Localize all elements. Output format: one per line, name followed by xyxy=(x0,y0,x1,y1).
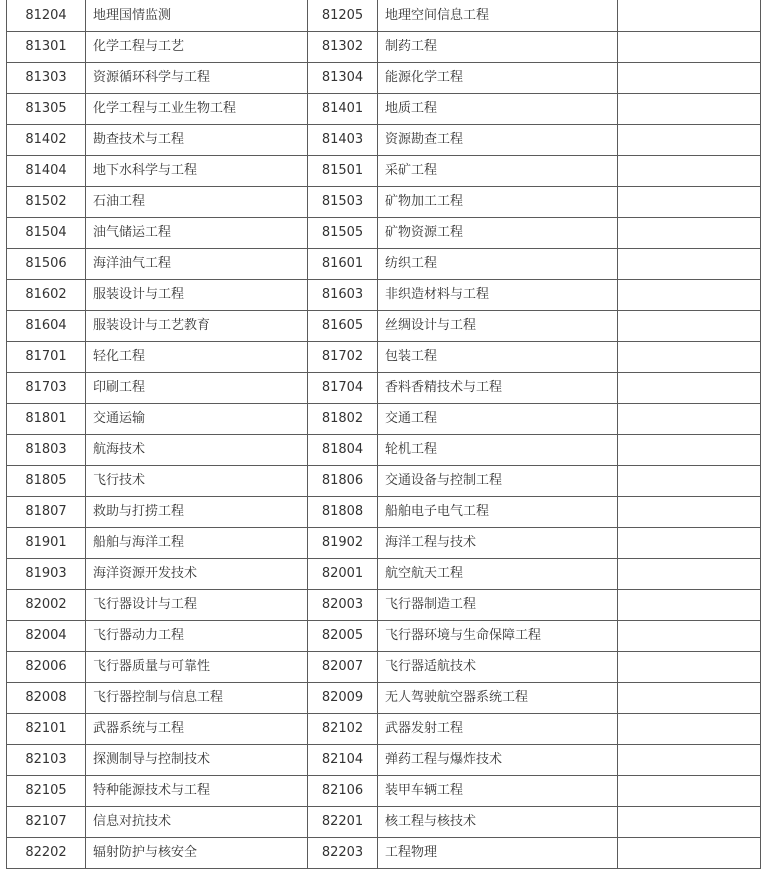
major-name-cell: 船舶与海洋工程 xyxy=(86,528,308,559)
major-code-cell: 81506 xyxy=(7,249,86,280)
table-row xyxy=(7,156,761,187)
major-code-cell: 82008 xyxy=(7,683,86,714)
major-name-cell: 轻化工程 xyxy=(86,342,308,373)
major-name-cell: 交通设备与控制工程 xyxy=(378,466,618,497)
major-name-cell: 海洋油气工程 xyxy=(86,249,308,280)
table-row xyxy=(7,559,761,590)
empty-cell xyxy=(618,559,761,590)
major-code-cell: 81305 xyxy=(7,94,86,125)
table-row xyxy=(7,94,761,125)
major-code-cell: 82009 xyxy=(308,683,378,714)
major-name-cell: 矿物资源工程 xyxy=(378,218,618,249)
table-row xyxy=(7,342,761,373)
major-code-cell: 81903 xyxy=(7,559,86,590)
major-code-cell: 81204 xyxy=(7,0,86,32)
major-name-cell: 飞行器控制与信息工程 xyxy=(86,683,308,714)
major-name-cell: 包装工程 xyxy=(378,342,618,373)
empty-cell xyxy=(618,156,761,187)
major-name-cell: 交通工程 xyxy=(378,404,618,435)
major-name-cell: 飞行器质量与可靠性 xyxy=(86,652,308,683)
table-row xyxy=(7,435,761,466)
major-code-cell: 81502 xyxy=(7,187,86,218)
major-name-cell: 飞行器制造工程 xyxy=(378,590,618,621)
major-name-cell: 工程物理 xyxy=(378,838,618,869)
major-code-cell: 81901 xyxy=(7,528,86,559)
major-code-cell: 81601 xyxy=(308,249,378,280)
major-code-cell: 81902 xyxy=(308,528,378,559)
major-code-cell: 81801 xyxy=(7,404,86,435)
major-name-cell: 武器发射工程 xyxy=(378,714,618,745)
major-code-cell: 81806 xyxy=(308,466,378,497)
major-code-cell: 81808 xyxy=(308,497,378,528)
major-code-cell: 82003 xyxy=(308,590,378,621)
table-row xyxy=(7,776,761,807)
major-name-cell: 装甲车辆工程 xyxy=(378,776,618,807)
table-row xyxy=(7,32,761,63)
major-name-cell: 弹药工程与爆炸技术 xyxy=(378,745,618,776)
major-name-cell: 服装设计与工程 xyxy=(86,280,308,311)
major-name-cell: 特种能源技术与工程 xyxy=(86,776,308,807)
major-name-cell: 矿物加工工程 xyxy=(378,187,618,218)
major-name-cell: 探测制导与控制技术 xyxy=(86,745,308,776)
empty-cell xyxy=(618,311,761,342)
major-code-cell: 82005 xyxy=(308,621,378,652)
empty-cell xyxy=(618,125,761,156)
table-row xyxy=(7,745,761,776)
empty-cell xyxy=(618,373,761,404)
major-code-cell: 81602 xyxy=(7,280,86,311)
table-row xyxy=(7,311,761,342)
major-name-cell: 航空航天工程 xyxy=(378,559,618,590)
major-code-cell: 81503 xyxy=(308,187,378,218)
major-name-cell: 油气储运工程 xyxy=(86,218,308,249)
major-name-cell: 地理国情监测 xyxy=(86,0,308,32)
major-name-cell: 武器系统与工程 xyxy=(86,714,308,745)
major-name-cell: 地下水科学与工程 xyxy=(86,156,308,187)
major-code-cell: 81605 xyxy=(308,311,378,342)
empty-cell xyxy=(618,94,761,125)
empty-cell xyxy=(618,838,761,869)
empty-cell xyxy=(618,435,761,466)
empty-cell xyxy=(618,776,761,807)
major-code-cell: 81303 xyxy=(7,63,86,94)
major-code-cell: 82202 xyxy=(7,838,86,869)
major-code-table xyxy=(6,0,761,869)
major-name-cell: 地质工程 xyxy=(378,94,618,125)
major-name-cell: 化学工程与工业生物工程 xyxy=(86,94,308,125)
empty-cell xyxy=(618,0,761,32)
empty-cell xyxy=(618,280,761,311)
major-name-cell: 资源勘查工程 xyxy=(378,125,618,156)
major-code-cell: 81205 xyxy=(308,0,378,32)
major-name-cell: 交通运输 xyxy=(86,404,308,435)
major-code-cell: 81403 xyxy=(308,125,378,156)
table-row xyxy=(7,0,761,32)
empty-cell xyxy=(618,32,761,63)
table-row xyxy=(7,497,761,528)
major-code-cell: 81704 xyxy=(308,373,378,404)
table-row xyxy=(7,714,761,745)
empty-cell xyxy=(618,590,761,621)
major-name-cell: 飞行器环境与生命保障工程 xyxy=(378,621,618,652)
empty-cell xyxy=(618,404,761,435)
major-code-cell: 82102 xyxy=(308,714,378,745)
major-code-cell: 82106 xyxy=(308,776,378,807)
table-row xyxy=(7,590,761,621)
major-code-cell: 81804 xyxy=(308,435,378,466)
table-row xyxy=(7,838,761,869)
table-row xyxy=(7,683,761,714)
major-code-cell: 81304 xyxy=(308,63,378,94)
major-code-cell: 81604 xyxy=(7,311,86,342)
empty-cell xyxy=(618,528,761,559)
empty-cell xyxy=(618,342,761,373)
table-row xyxy=(7,652,761,683)
empty-cell xyxy=(618,683,761,714)
table-row xyxy=(7,404,761,435)
major-name-cell: 香料香精技术与工程 xyxy=(378,373,618,404)
major-code-cell: 82104 xyxy=(308,745,378,776)
empty-cell xyxy=(618,63,761,94)
major-code-cell: 81505 xyxy=(308,218,378,249)
major-name-cell: 服装设计与工艺教育 xyxy=(86,311,308,342)
major-code-cell: 81603 xyxy=(308,280,378,311)
major-code-cell: 81807 xyxy=(7,497,86,528)
empty-cell xyxy=(618,652,761,683)
major-name-cell: 飞行器动力工程 xyxy=(86,621,308,652)
major-code-cell: 82001 xyxy=(308,559,378,590)
major-code-cell: 81702 xyxy=(308,342,378,373)
major-code-cell: 82203 xyxy=(308,838,378,869)
empty-cell xyxy=(618,745,761,776)
major-code-cell: 81404 xyxy=(7,156,86,187)
table-row xyxy=(7,249,761,280)
major-name-cell: 信息对抗技术 xyxy=(86,807,308,838)
major-name-cell: 辐射防护与核安全 xyxy=(86,838,308,869)
major-name-cell: 船舶电子电气工程 xyxy=(378,497,618,528)
major-code-cell: 81703 xyxy=(7,373,86,404)
major-name-cell: 地理空间信息工程 xyxy=(378,0,618,32)
major-name-cell: 化学工程与工艺 xyxy=(86,32,308,63)
table-row xyxy=(7,280,761,311)
major-name-cell: 石油工程 xyxy=(86,187,308,218)
major-code-cell: 81504 xyxy=(7,218,86,249)
major-name-cell: 能源化学工程 xyxy=(378,63,618,94)
major-name-cell: 资源循环科学与工程 xyxy=(86,63,308,94)
major-name-cell: 印刷工程 xyxy=(86,373,308,404)
major-code-cell: 81803 xyxy=(7,435,86,466)
major-name-cell: 非织造材料与工程 xyxy=(378,280,618,311)
major-name-cell: 海洋工程与技术 xyxy=(378,528,618,559)
major-code-cell: 81402 xyxy=(7,125,86,156)
table-row xyxy=(7,466,761,497)
major-code-cell: 82103 xyxy=(7,745,86,776)
table-row xyxy=(7,63,761,94)
empty-cell xyxy=(618,187,761,218)
major-code-cell: 81805 xyxy=(7,466,86,497)
major-code-cell: 82105 xyxy=(7,776,86,807)
empty-cell xyxy=(618,466,761,497)
table-row xyxy=(7,621,761,652)
major-name-cell: 飞行器适航技术 xyxy=(378,652,618,683)
major-name-cell: 海洋资源开发技术 xyxy=(86,559,308,590)
major-name-cell: 核工程与核技术 xyxy=(378,807,618,838)
table-row xyxy=(7,218,761,249)
table-row xyxy=(7,528,761,559)
major-code-table-container xyxy=(6,0,761,869)
major-name-cell: 飞行技术 xyxy=(86,466,308,497)
major-name-cell: 轮机工程 xyxy=(378,435,618,466)
major-name-cell: 无人驾驶航空器系统工程 xyxy=(378,683,618,714)
major-code-cell: 81501 xyxy=(308,156,378,187)
empty-cell xyxy=(618,807,761,838)
major-code-cell: 81802 xyxy=(308,404,378,435)
major-name-cell: 救助与打捞工程 xyxy=(86,497,308,528)
table-row xyxy=(7,187,761,218)
major-name-cell: 航海技术 xyxy=(86,435,308,466)
major-code-cell: 82002 xyxy=(7,590,86,621)
empty-cell xyxy=(618,714,761,745)
empty-cell xyxy=(618,218,761,249)
major-name-cell: 采矿工程 xyxy=(378,156,618,187)
major-code-cell: 82004 xyxy=(7,621,86,652)
major-name-cell: 制药工程 xyxy=(378,32,618,63)
table-body xyxy=(7,0,761,869)
table-row xyxy=(7,125,761,156)
major-name-cell: 勘查技术与工程 xyxy=(86,125,308,156)
major-code-cell: 82007 xyxy=(308,652,378,683)
major-code-cell: 81701 xyxy=(7,342,86,373)
table-row xyxy=(7,373,761,404)
major-name-cell: 丝绸设计与工程 xyxy=(378,311,618,342)
major-code-cell: 81401 xyxy=(308,94,378,125)
major-name-cell: 纺织工程 xyxy=(378,249,618,280)
empty-cell xyxy=(618,249,761,280)
major-code-cell: 82101 xyxy=(7,714,86,745)
major-code-cell: 82006 xyxy=(7,652,86,683)
empty-cell xyxy=(618,497,761,528)
major-code-cell: 82107 xyxy=(7,807,86,838)
major-code-cell: 81301 xyxy=(7,32,86,63)
major-name-cell: 飞行器设计与工程 xyxy=(86,590,308,621)
major-code-cell: 82201 xyxy=(308,807,378,838)
empty-cell xyxy=(618,621,761,652)
table-row xyxy=(7,807,761,838)
major-code-cell: 81302 xyxy=(308,32,378,63)
